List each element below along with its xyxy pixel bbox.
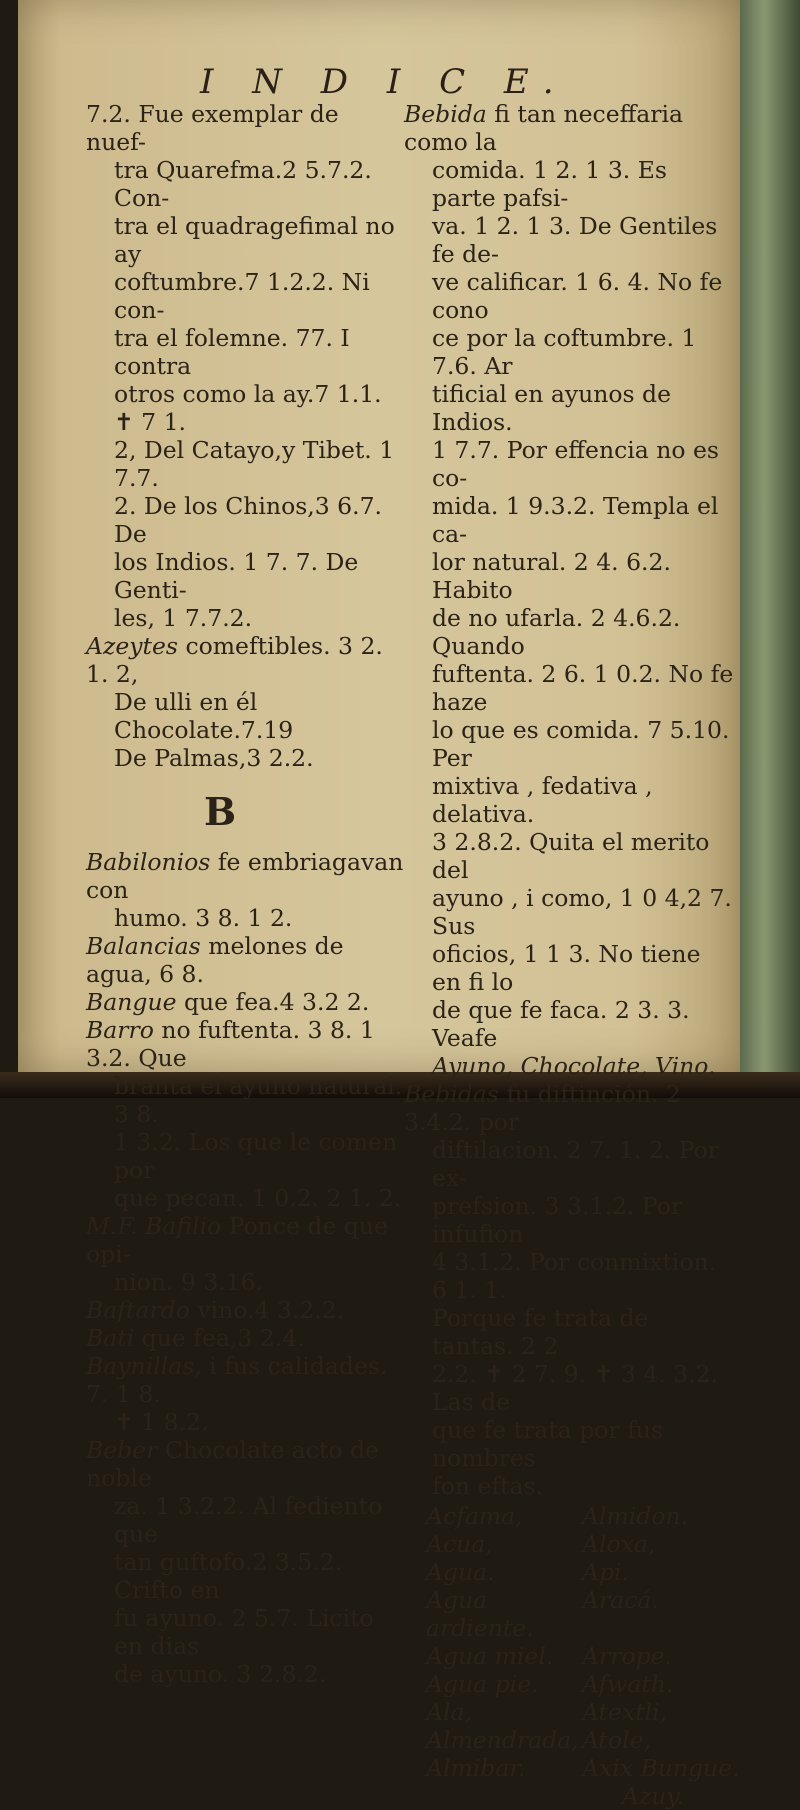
entry-head: Babilonios xyxy=(86,848,211,876)
entry-text: oficios, 1 1 3. No tiene en fi lo xyxy=(432,940,701,996)
index-entry xyxy=(404,1080,734,1500)
entry-text: vino.4 3.2.2. xyxy=(197,1296,345,1324)
entry-text: 1 3.2. Los que le comen por xyxy=(114,1128,398,1184)
intro-block xyxy=(86,100,404,632)
left-column xyxy=(86,100,404,1688)
index-entry xyxy=(86,632,404,772)
right-column xyxy=(404,100,740,1810)
entry-text: lor natural. 2 4. 6.2. Habito xyxy=(432,548,671,604)
entry-text: que fea.4 3.2 2. xyxy=(184,988,370,1016)
adjacent-page-edge xyxy=(740,0,800,1098)
term-item: Agua miel. xyxy=(426,1642,554,1670)
entry-head: Barro xyxy=(86,1016,154,1044)
entry-text: fon eftas. xyxy=(432,1472,544,1500)
term-item: Aracá. xyxy=(582,1586,659,1614)
term-item: Api. xyxy=(582,1558,629,1586)
index-entry xyxy=(86,988,404,1016)
entry-head: Bangue xyxy=(86,988,177,1016)
entry-text: comeftibles. 3 2. 1. 2, xyxy=(86,632,383,688)
entry-text: fe embriagavan con xyxy=(86,848,404,904)
page-header: I N D I C E. xyxy=(200,62,568,102)
catchword: Azuy. xyxy=(621,1782,684,1810)
entry-text: que fe trata por fus nombres xyxy=(432,1416,664,1472)
term-item: Afwath. xyxy=(582,1670,674,1698)
entry-text: 4 3.1.2. Por conmixtion. 6 1. 1. xyxy=(432,1248,717,1304)
entry-text: nion. 9 3.16. xyxy=(114,1268,264,1296)
term-item: Ala, xyxy=(426,1698,472,1726)
entry-text: melones de agua, 6 8. xyxy=(86,932,344,988)
text-line: 2, Del Catayo,y Tibet. 1 7.7. xyxy=(114,436,395,492)
entry-text: de que fe faca. 2 3. 3. Veafe xyxy=(432,996,690,1052)
entry-text: fuftenta. 2 6. 1 0.2. No fe haze xyxy=(432,660,734,716)
index-entry xyxy=(86,1436,404,1688)
entry-text: tificial en ayunos de Indios. xyxy=(432,380,672,436)
term-item: Agua pie. xyxy=(426,1670,539,1698)
text-line: 2. De los Chinos,3 6.7. De xyxy=(114,492,383,548)
index-entry xyxy=(86,1324,404,1352)
entry-text: fu ayuno. 2 5.7. Licito en dias xyxy=(114,1604,374,1660)
text-line: otros como la ay.7 1.1. ✝ 7 1. xyxy=(114,380,382,436)
entry-text: diftilacion. 2 7. 1. 2. Por ex- xyxy=(432,1136,719,1192)
entry-text: De Palmas,3 2.2. xyxy=(114,744,314,772)
entry-text: Chocolate acto de noble xyxy=(86,1436,379,1492)
index-entry xyxy=(86,1212,404,1296)
entry-text: de ayuno. 3 2.8.2. xyxy=(114,1660,327,1688)
index-entry xyxy=(86,1352,404,1436)
index-entry xyxy=(404,100,734,1080)
text-line: coftumbre.7 1.2.2. Ni con- xyxy=(114,268,370,324)
term-item: Atextli, xyxy=(582,1698,668,1726)
text-line: tra el quadragefimal no ay xyxy=(114,212,395,268)
term-item: Acua, xyxy=(426,1530,493,1558)
entry-text: va. 1 2. 1 3. De Gentiles fe de- xyxy=(432,212,718,268)
entry-text: humo. 3 8. 1 2. xyxy=(114,904,293,932)
section-letter: B xyxy=(203,789,237,834)
entry-text: Ponce de que opi- xyxy=(86,1212,388,1268)
term-item: Arrope. xyxy=(582,1642,673,1670)
entry-text: 3 2.8.2. Quita el merito del xyxy=(432,828,710,884)
entry-text: De ulli en él Chocolate.7.19 xyxy=(114,688,294,744)
entry-text: ✝ 1 8.2. xyxy=(114,1408,209,1436)
entry-text: fu diftinción. 2 3.4.2. por xyxy=(404,1080,681,1136)
entry-text: 2.2. ✝ 2 7. 9. ✝ 3 4. 3.2. Las de xyxy=(432,1360,718,1416)
index-entry xyxy=(86,1296,404,1324)
term-item: Atole, xyxy=(582,1726,652,1754)
term-item: Agua ardiente. xyxy=(426,1586,534,1642)
entry-text: no fuftenta. 3 8. 1 3.2. Que xyxy=(86,1016,375,1072)
entry-text: ce por la coftumbre. 1 7.6. Ar xyxy=(432,324,697,380)
entry-head: Azeytes xyxy=(86,632,178,660)
entry-text: Porque fe trata de tantas. 2 2 xyxy=(432,1304,649,1360)
entry-text: lo que es comida. 7 5.10. Per xyxy=(432,716,730,772)
text-line: tra Quarefma.2 5.7.2. Con- xyxy=(114,156,372,212)
text-line: les, 1 7.7.2. xyxy=(114,604,253,632)
entry-text: comida. 1 2. 1 3. Es parte pafsi- xyxy=(432,156,667,212)
entry-text: prefsion. 3 3.1.2. Por infufion xyxy=(432,1192,683,1248)
entry-text: 1 7.7. Por effencia no es co- xyxy=(432,436,719,492)
entry-head: M.F. Bafilio xyxy=(86,1212,222,1240)
entry-text: mixtiva , fedativa , delativa. xyxy=(432,772,653,828)
text-line: 7.2. Fue exemplar de nuef- xyxy=(86,100,339,156)
entry-text: tan guftofo.2 3.5.2. Crifto en xyxy=(114,1548,343,1604)
term-item: Almendrada, xyxy=(426,1726,579,1754)
entry-text: za. 1 3.2.2. Al fediento que xyxy=(114,1492,383,1548)
entry-text: de no ufarla. 2 4.6.2. Quando xyxy=(432,604,681,660)
entry-text: fi tan neceffaria como la xyxy=(404,100,684,156)
entry-head: Baynillas, xyxy=(86,1352,202,1380)
entry-head: Balancias xyxy=(86,932,201,960)
entry-head: Baftardo xyxy=(86,1296,190,1324)
entry-text: que fea,3 2.4. xyxy=(141,1324,305,1352)
term-item: Almidon. xyxy=(582,1502,689,1530)
entry-head: Bebida xyxy=(404,100,487,128)
beverage-terms-list xyxy=(426,1502,740,1782)
index-entry xyxy=(86,1016,404,1212)
entry-head: Bebidas xyxy=(404,1080,499,1108)
term-item: Acfama, xyxy=(426,1502,523,1530)
entry-text: ve calificar. 1 6. 4. No fe cono xyxy=(432,268,723,324)
entry-head: Beber xyxy=(86,1436,158,1464)
entry-text: ayuno , i como, 1 0 4,2 7. Sus xyxy=(432,884,732,940)
text-line: tra el folemne. 77. I contra xyxy=(114,324,350,380)
text-line: los Indios. 1 7. 7. De Genti- xyxy=(114,548,359,604)
entry-text: Ayuno, Chocolate, Vino. xyxy=(432,1052,716,1080)
entry-text: mida. 1 9.3.2. Templa el ca- xyxy=(432,492,719,548)
entry-text: que pecan. 1 0.2. 2 1. 2. xyxy=(114,1184,402,1212)
entry-head: Bati xyxy=(86,1324,135,1352)
index-entry xyxy=(86,848,404,932)
entry-text: branta el ayuno natural. 3 8. xyxy=(114,1072,403,1128)
term-item: Almibar. xyxy=(426,1754,526,1782)
term-item: Agua. xyxy=(426,1558,495,1586)
entry-text: i fus calidades. 7. 1 8. xyxy=(86,1352,388,1408)
index-entry xyxy=(86,932,404,988)
term-item: Axix Bungue. xyxy=(582,1754,740,1782)
term-item: Aloxa, xyxy=(582,1530,656,1558)
